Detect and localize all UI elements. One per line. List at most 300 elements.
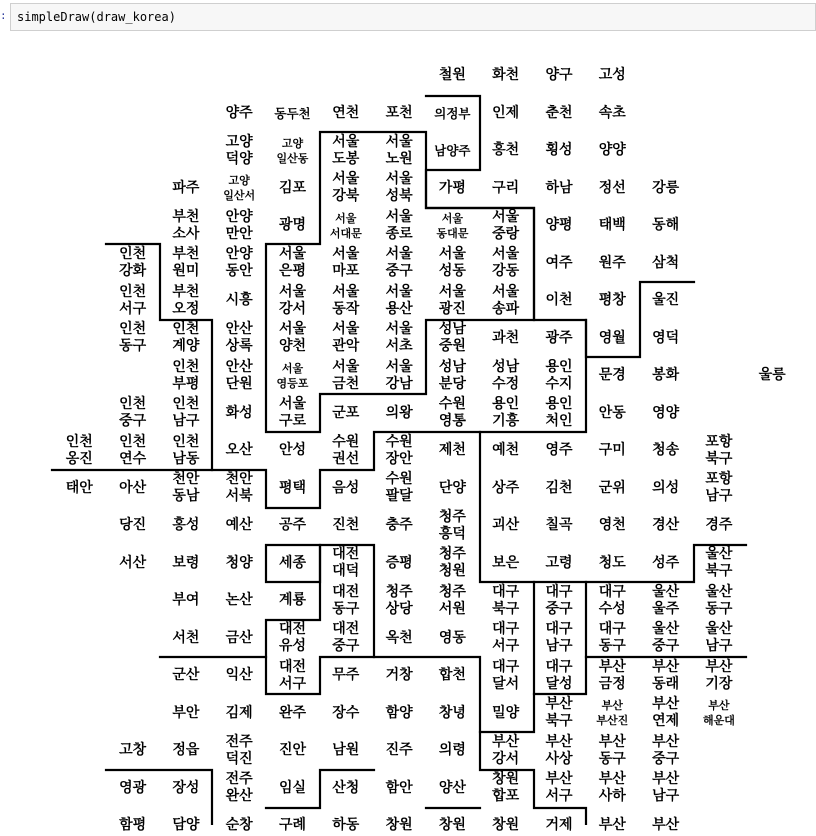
region-label-line: 전주 <box>225 733 253 750</box>
region-label-line: 부천 <box>172 208 200 225</box>
region-label-line: 부산 <box>598 733 626 750</box>
region-label-line: 완산 <box>225 788 253 804</box>
region-label <box>585 328 639 348</box>
region-label-line: 천안 <box>225 471 253 487</box>
region-label-line: 청주 <box>438 546 466 562</box>
region-label <box>585 291 639 311</box>
region-label-line: 당진 <box>119 517 147 533</box>
region-label <box>585 658 639 694</box>
region-label <box>639 658 693 694</box>
region-label-line: 서울 <box>332 133 360 150</box>
region-label-line: 일산서 <box>223 189 256 202</box>
region-label-line: 인천 <box>119 246 147 262</box>
region-label <box>532 478 586 498</box>
region-label <box>106 778 160 798</box>
region-label <box>106 245 160 281</box>
region-label-line: 함평 <box>119 817 147 833</box>
region-label-line: 창원 <box>385 817 413 833</box>
region-label-line: 동대문 <box>436 226 469 240</box>
region-label-line: 구로 <box>278 413 307 429</box>
region-label-line: 함양 <box>385 704 413 721</box>
region-label-line: 대구 <box>545 621 573 637</box>
region-label-line: 부산 <box>598 658 626 675</box>
region-label <box>692 620 746 656</box>
region-label-line: 구례 <box>278 817 307 833</box>
region-label <box>106 816 160 836</box>
region-label-line: 문경 <box>598 367 626 383</box>
region-label-line: 대전 <box>332 583 360 600</box>
region-label-line: 분당 <box>438 375 466 392</box>
region-label-line: 하동 <box>332 817 360 833</box>
region-label <box>266 591 320 611</box>
region-label-line: 부산 <box>708 699 730 712</box>
region-label-line: 고양 <box>281 136 304 150</box>
region-label-line: 수원 <box>332 433 360 450</box>
region-label <box>585 216 639 236</box>
region-label-line: 달서 <box>492 675 520 692</box>
region-label-line: 부산 <box>545 733 573 750</box>
region-label <box>479 658 533 694</box>
region-label-line: 횡성 <box>545 142 573 158</box>
region-label <box>585 478 639 498</box>
region-label-line: 연수 <box>119 450 147 467</box>
region-label <box>372 470 426 506</box>
region-label-line: 증평 <box>385 554 413 571</box>
region-label <box>585 553 639 573</box>
region-label <box>532 358 586 394</box>
region-label <box>212 170 266 206</box>
region-label-line: 서북 <box>225 488 253 504</box>
region-label-line: 중원 <box>438 338 466 354</box>
region-label <box>639 253 693 273</box>
region-label <box>266 553 320 573</box>
region-label-line: 포항 <box>705 471 733 487</box>
region-label-line: 청주 <box>385 583 413 600</box>
region-label-line: 창원 <box>438 817 466 833</box>
region-label <box>585 770 639 806</box>
region-label <box>639 620 693 656</box>
region-label <box>319 703 373 723</box>
region-label-line: 단양 <box>438 479 466 496</box>
region-label-line: 거제 <box>545 817 573 833</box>
region-label-line: 동구 <box>332 600 360 617</box>
region-label <box>106 283 160 319</box>
region-label <box>692 545 746 581</box>
region-label <box>585 366 639 386</box>
region-label-line: 홍천 <box>492 142 520 158</box>
region-label-line: 관악 <box>332 338 360 354</box>
region-label-line: 서울 <box>385 283 413 300</box>
region-label-line: 중구 <box>652 638 680 654</box>
region-label-line: 제천 <box>438 442 466 458</box>
region-label-line: 창원 <box>492 771 520 787</box>
region-label <box>639 478 693 498</box>
region-label-line: 용산 <box>385 300 413 317</box>
region-label <box>372 553 426 573</box>
region-label-line: 정읍 <box>172 742 200 758</box>
region-label <box>266 358 320 394</box>
region-label <box>266 516 320 536</box>
region-label <box>585 141 639 161</box>
region-label <box>425 478 479 498</box>
region-label <box>159 741 213 761</box>
region-label-line: 중구 <box>385 263 413 279</box>
region-label-line: 의정부 <box>434 105 471 121</box>
region-label-line: 부산 <box>705 658 733 675</box>
region-label-line: 동구 <box>705 600 733 617</box>
region-label-line: 서울 <box>385 133 413 150</box>
region-label <box>425 358 479 394</box>
region-label-line: 고양 <box>225 133 253 150</box>
region-label-line: 사상 <box>545 750 573 767</box>
region-label-line: 중구 <box>545 600 573 617</box>
region-label <box>479 703 533 723</box>
region-label-line: 성북 <box>385 188 413 204</box>
region-label-line: 남양주 <box>434 143 471 158</box>
region-label <box>479 103 533 123</box>
region-label <box>532 695 586 731</box>
region-label-line: 대전 <box>278 658 307 675</box>
region-label <box>106 516 160 536</box>
region-label-line: 창녕 <box>438 704 466 721</box>
region-label-line: 서울 <box>332 321 360 337</box>
region-label <box>319 583 373 619</box>
region-label <box>319 103 373 123</box>
region-label-line: 음성 <box>332 479 360 496</box>
region-label <box>159 470 213 506</box>
region-label-line: 담양 <box>172 817 200 833</box>
region-label-line: 서울 <box>385 321 413 337</box>
region-label-line: 부산 <box>601 699 623 712</box>
region-label-line: 안산 <box>225 321 253 337</box>
region-label-line: 대구 <box>492 621 520 637</box>
region-label-line: 동래 <box>652 675 680 692</box>
region-label-line: 서울 <box>332 171 360 187</box>
region-label-line: 청도 <box>598 554 626 571</box>
region-label <box>212 291 266 311</box>
region-label <box>319 516 373 536</box>
region-label <box>372 103 426 123</box>
region-label-line: 인천 <box>119 283 147 300</box>
region-label <box>212 703 266 723</box>
region-label <box>372 516 426 536</box>
region-label <box>425 741 479 761</box>
region-label-line: 괴산 <box>492 517 520 533</box>
region-label <box>319 403 373 423</box>
region-label-line: 성남 <box>438 321 466 337</box>
region-label-line: 서울 <box>278 283 307 300</box>
region-label <box>372 778 426 798</box>
region-label-line: 계룡 <box>278 592 307 608</box>
region-label <box>319 478 373 498</box>
input-prompt: : <box>0 9 7 22</box>
region-label-line: 동안 <box>225 263 253 279</box>
region-label <box>319 320 373 356</box>
region-label <box>425 508 479 544</box>
region-label-line: 울주 <box>652 600 680 617</box>
region-label-line: 시흥 <box>225 292 253 308</box>
region-label <box>479 478 533 498</box>
region-label <box>532 328 586 348</box>
region-label-line: 해운대 <box>702 714 735 727</box>
region-label-line: 광명 <box>278 217 307 233</box>
region-label <box>266 216 320 236</box>
region-label <box>212 516 266 536</box>
region-label-line: 중구 <box>119 413 147 429</box>
region-label-line: 양산 <box>438 779 466 796</box>
region-label <box>425 178 479 198</box>
region-label-line: 양양 <box>598 142 626 158</box>
region-label <box>479 620 533 656</box>
region-label-line: 서울 <box>441 211 464 225</box>
region-label-line: 안양 <box>225 246 253 262</box>
region-label-line: 여주 <box>545 254 573 271</box>
region-label <box>479 358 533 394</box>
region-label-line: 전주 <box>225 771 253 787</box>
region-label-line: 청양 <box>225 554 253 571</box>
region-label-line: 고령 <box>545 554 573 571</box>
region-label-line: 은평 <box>278 263 307 279</box>
region-label-line: 논산 <box>225 592 253 608</box>
region-label <box>266 741 320 761</box>
region-label <box>585 178 639 198</box>
region-label <box>692 470 746 506</box>
region-label <box>425 441 479 461</box>
region-label-line: 영덕 <box>652 329 680 346</box>
region-label <box>532 103 586 123</box>
region-label <box>212 358 266 394</box>
region-label-line: 북구 <box>705 563 733 579</box>
region-label <box>319 778 373 798</box>
region-label-line: 경주 <box>705 517 733 533</box>
region-label-line: 수원 <box>385 433 413 450</box>
region-label <box>106 553 160 573</box>
region-label-line: 부산 <box>652 733 680 750</box>
region-label <box>372 666 426 686</box>
region-label-line: 서구 <box>278 675 307 692</box>
region-label <box>372 433 426 469</box>
region-label <box>212 403 266 423</box>
region-label-line: 동남 <box>172 488 200 504</box>
region-label <box>532 66 586 86</box>
region-label-line: 부산 <box>598 817 626 833</box>
region-label-line: 보은 <box>492 554 520 571</box>
region-label-line: 종로 <box>385 225 413 242</box>
region-label <box>532 553 586 573</box>
region-label-line: 아산 <box>119 479 147 496</box>
region-label-line: 정선 <box>598 179 626 196</box>
region-label <box>425 778 479 798</box>
region-label-line: 고창 <box>119 742 147 758</box>
region-label <box>585 66 639 86</box>
region-label-line: 장수 <box>332 704 360 721</box>
region-label <box>212 666 266 686</box>
region-label-line: 천안 <box>172 471 200 487</box>
region-label <box>372 628 426 648</box>
region-label-line: 대전 <box>332 621 360 637</box>
region-label-line: 화천 <box>492 67 520 83</box>
region-label-line: 삼척 <box>652 254 680 271</box>
region-label <box>159 516 213 536</box>
region-label-line: 서구 <box>119 300 147 317</box>
region-label <box>639 770 693 806</box>
region-label-line: 대구 <box>545 583 573 600</box>
region-label <box>159 178 213 198</box>
region-label <box>425 66 479 86</box>
region-label <box>212 770 266 806</box>
region-label-line: 기장 <box>705 675 733 692</box>
region-label-line: 상록 <box>225 338 253 354</box>
region-label-line: 무주 <box>332 667 360 683</box>
region-label-line: 동해 <box>652 217 680 233</box>
region-label <box>639 178 693 198</box>
region-label-line: 원미 <box>172 263 200 279</box>
region-label <box>532 816 586 836</box>
region-label-line: 강남 <box>385 375 413 392</box>
region-label-line: 서울 <box>278 396 307 412</box>
region-label-line: 파주 <box>172 179 200 196</box>
region-label-line: 대구 <box>598 621 626 637</box>
region-label-line: 청주 <box>438 583 466 600</box>
region-label <box>319 741 373 761</box>
region-label-line: 구미 <box>598 442 626 458</box>
region-label-line: 중구 <box>652 750 680 767</box>
region-label-line: 산청 <box>332 779 360 796</box>
region-label <box>319 358 373 394</box>
region-label-line: 강서 <box>278 300 307 317</box>
region-label-line: 가평 <box>438 179 466 196</box>
region-label-line: 속초 <box>598 104 626 121</box>
region-label-line: 부산 <box>652 696 680 712</box>
region-label <box>692 583 746 619</box>
region-label-line: 연천 <box>332 104 360 121</box>
region-label <box>266 245 320 281</box>
region-label <box>372 133 426 169</box>
region-label-line: 서대문 <box>329 226 362 240</box>
region-label-line: 김포 <box>278 179 307 196</box>
region-label <box>106 320 160 356</box>
region-label-line: 서울 <box>492 208 520 225</box>
region-label <box>212 816 266 836</box>
region-label <box>266 816 320 836</box>
region-label <box>479 141 533 161</box>
region-label <box>319 433 373 469</box>
region-label <box>479 178 533 198</box>
region-label-line: 서울 <box>438 246 466 262</box>
region-label <box>639 733 693 769</box>
region-label-line: 안산 <box>225 358 253 375</box>
region-label <box>532 291 586 311</box>
region-label-line: 장안 <box>385 450 413 467</box>
region-label <box>212 733 266 769</box>
region-label <box>479 441 533 461</box>
region-label-line: 진안 <box>278 742 307 758</box>
region-label-line: 대덕 <box>332 563 360 579</box>
region-label-line: 서울 <box>385 246 413 262</box>
region-label-line: 영동 <box>438 629 466 646</box>
region-label <box>479 770 533 806</box>
region-label <box>479 516 533 536</box>
region-label-line: 밀양 <box>492 704 520 721</box>
region-label-line: 중구 <box>332 638 360 654</box>
region-label-line: 평택 <box>278 479 307 496</box>
region-label-line: 영주 <box>545 442 573 458</box>
region-label-line: 김천 <box>545 479 573 496</box>
region-label <box>585 816 639 836</box>
region-label-line: 서울 <box>281 361 304 375</box>
region-label-line: 안양 <box>225 208 253 225</box>
region-label-line: 임실 <box>278 779 307 796</box>
region-label-line: 원주 <box>598 254 626 271</box>
region-label-line: 서구 <box>545 788 573 804</box>
region-label <box>52 433 106 469</box>
region-label-line: 익산 <box>225 667 253 683</box>
region-label-line: 부안 <box>172 704 200 721</box>
region-label <box>212 133 266 169</box>
region-label-line: 서울 <box>278 321 307 337</box>
region-label <box>639 403 693 423</box>
region-label-line: 성주 <box>652 554 680 571</box>
region-label <box>266 133 320 169</box>
region-label <box>425 283 479 319</box>
region-label <box>479 328 533 348</box>
region-label <box>266 395 320 431</box>
region-label <box>319 170 373 206</box>
region-label-line: 부산 <box>492 733 520 750</box>
region-label <box>692 695 746 731</box>
region-label-line: 영통 <box>438 413 466 429</box>
region-label-line: 청송 <box>652 442 680 458</box>
region-label-line: 기흥 <box>492 413 520 429</box>
region-label-line: 장성 <box>172 779 200 796</box>
region-label-line: 고양 <box>228 174 250 187</box>
region-label <box>425 245 479 281</box>
region-label-line: 용인 <box>492 396 520 412</box>
region-label-line: 수지 <box>545 375 573 392</box>
region-label-line: 양구 <box>545 67 573 83</box>
region-label-line: 부평 <box>172 375 200 392</box>
region-label <box>159 320 213 356</box>
region-label <box>372 741 426 761</box>
region-label <box>372 208 426 244</box>
region-label-line: 의성 <box>652 479 680 496</box>
region-label <box>159 553 213 573</box>
region-label-line: 남원 <box>332 742 360 758</box>
region-label <box>159 591 213 611</box>
region-label-line: 인천 <box>172 433 200 450</box>
region-label <box>212 208 266 244</box>
region-label-line: 인천 <box>65 433 93 450</box>
region-label <box>372 170 426 206</box>
region-label-line: 서울 <box>385 171 413 187</box>
region-label-line: 함안 <box>385 779 413 796</box>
region-label-line: 성남 <box>492 358 520 375</box>
region-label-line: 진천 <box>332 517 360 533</box>
region-label-line: 이천 <box>545 292 573 308</box>
region-label <box>319 208 373 244</box>
region-label-line: 소사 <box>172 225 200 242</box>
region-label-line: 칠곡 <box>545 517 573 533</box>
region-label-line: 거창 <box>385 667 413 683</box>
region-label-line: 부산 <box>652 658 680 675</box>
region-label <box>266 178 320 198</box>
region-label <box>372 703 426 723</box>
region-label <box>585 403 639 423</box>
region-label-line: 영광 <box>119 779 147 796</box>
region-label <box>106 741 160 761</box>
region-label <box>159 666 213 686</box>
region-label-line: 강동 <box>492 263 520 279</box>
